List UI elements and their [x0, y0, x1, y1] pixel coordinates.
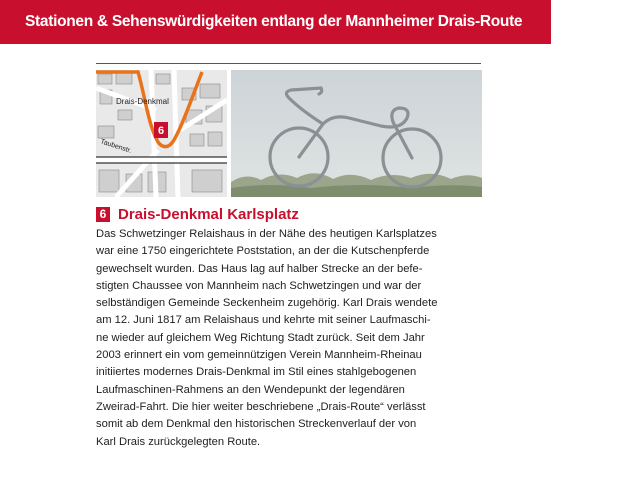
section-heading [96, 205, 299, 223]
bicycle-sculpture-image [231, 70, 482, 197]
section-body [96, 226, 488, 451]
map-street-label: Drais-Denkmal [116, 97, 169, 106]
body-line: am 12. Juni 1817 am Relaishaus und kehrte mit seiner Laufmaschi- [96, 314, 431, 327]
map-street-label-2: Taubenstr. [99, 138, 133, 155]
body-line: Zweirad-Fahrt. Die hier weiter beschriebene „Drais-Route“ verlässt [96, 400, 426, 413]
body-line: somit ab dem Denkmal den historischen Streckenverlauf der von [96, 418, 417, 431]
divider-rule [96, 63, 481, 64]
body-line: 2003 erinnert ein vom gemeinnützigen Verein Mannheim-Rheinau [96, 349, 422, 362]
header-banner [0, 0, 551, 44]
body-line: initiiertes modernes Drais-Denkmal im Stil eines stahlgebogenen [96, 366, 417, 379]
station-number-badge: 6 [96, 207, 110, 222]
sculpture-photo [231, 70, 482, 197]
body-line: selbständigen Gemeinde Seckenheim zugehörig. Karl Drais wendete [96, 297, 438, 310]
body-line: Laufmaschinen-Rahmens an den Wendepunkt der legendären [96, 383, 405, 396]
body-line: ne wieder auf gleichem Weg Richtung Stadt zurück. Seit dem Jahr [96, 331, 425, 344]
body-line: war eine 1750 eingerichtete Poststation, an der die Kutschenpferde [96, 245, 430, 258]
body-line: Karl Drais zurückgelegten Route. [96, 435, 261, 448]
location-map [96, 70, 227, 197]
body-line: gewechselt wurden. Das Haus lag auf halber Strecke an der befe- [96, 262, 423, 275]
map-marker-number: 6 [157, 125, 165, 137]
body-line: stigten Chaussee von Mannheim nach Schwetzingen und war der [96, 279, 422, 292]
map-graphic [96, 70, 227, 197]
banner-title: Stationen & Sehenswürdigkeiten entlang der Mannheimer Drais-Route [25, 13, 523, 30]
section-title: Drais-Denkmal Karlsplatz [118, 205, 299, 223]
body-line: Das Schwetzinger Relaishaus in der Nähe des heutigen Karlsplatzes [96, 228, 437, 240]
